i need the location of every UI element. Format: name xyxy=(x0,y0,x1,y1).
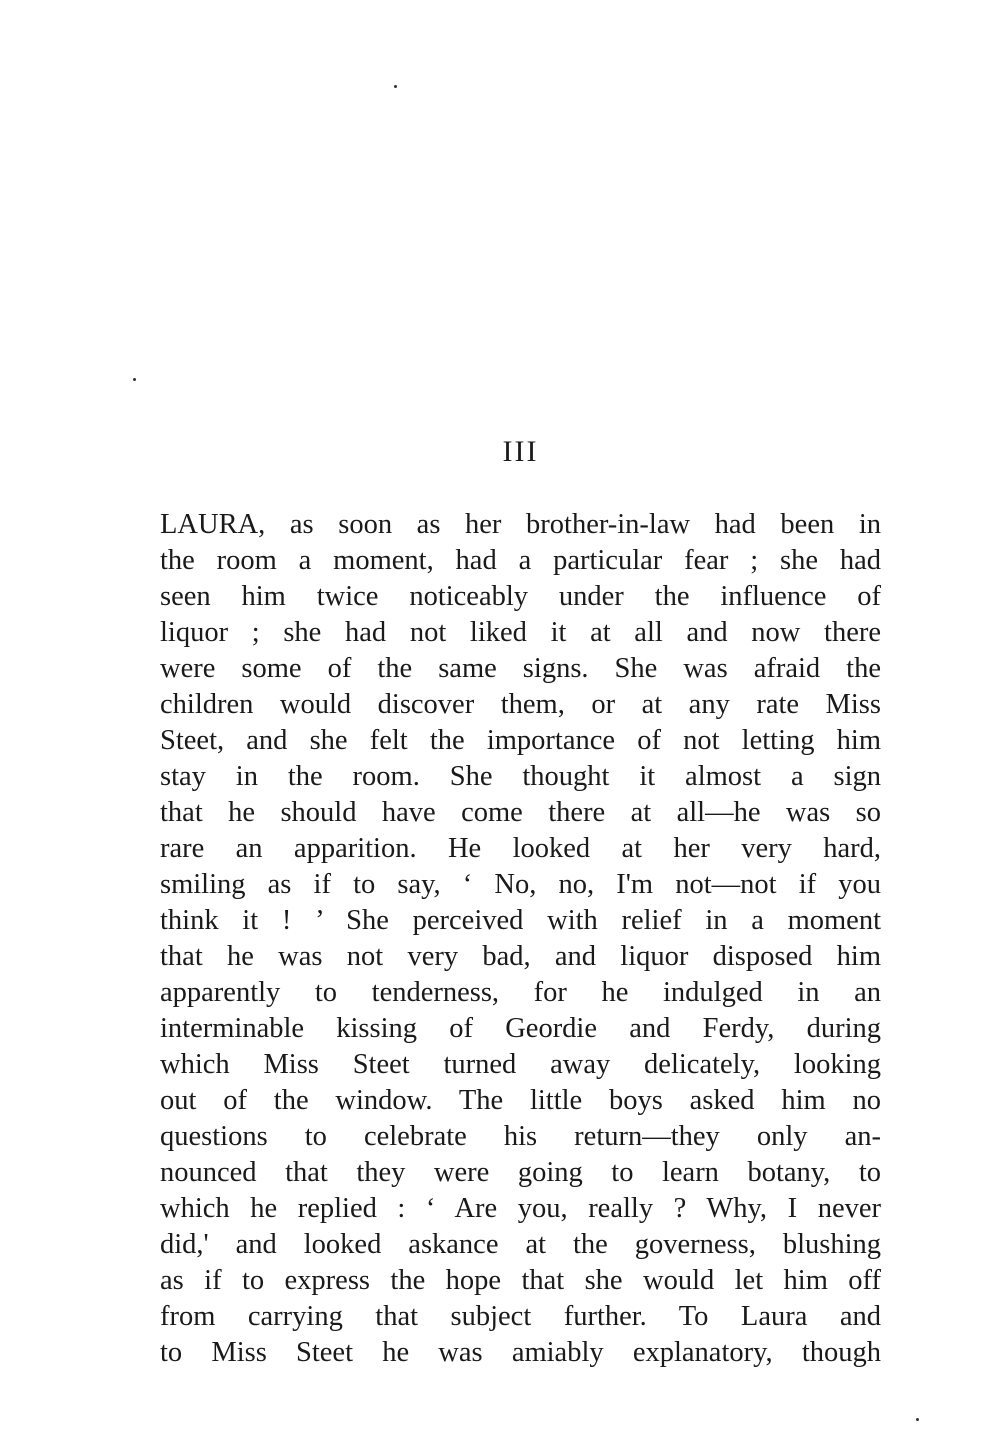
body-text xyxy=(160,507,881,1371)
text-line: the room a moment, had a particular fear ; she had xyxy=(160,545,881,576)
text-line: Steet, and she felt the importance of not letting him xyxy=(160,725,881,756)
text-line: smiling as if to say, ‘ No, no, I'm not—not if you xyxy=(160,869,881,900)
text-line: interminable kissing of Geordie and Ferdy, during xyxy=(160,1013,881,1044)
text-line: out of the window. The little boys asked him no xyxy=(160,1085,881,1116)
text-line: from carrying that subject further. To Laura and xyxy=(160,1301,881,1332)
text-line: to Miss Steet he was amiably explanatory, though xyxy=(160,1337,881,1368)
text-line: that he should have come there at all—he was so xyxy=(160,797,881,828)
text-line: which he replied : ‘ Are you, really ? Why, I never xyxy=(160,1193,881,1224)
text-line: LAURA, as soon as her brother-in-law had been in xyxy=(160,509,881,540)
text-line: stay in the room. She thought it almost a sign xyxy=(160,761,881,792)
text-line: were some of the same signs. She was afraid the xyxy=(160,653,881,684)
text-line: questions to celebrate his return—they only an- xyxy=(160,1121,881,1152)
text-line: seen him twice noticeably under the influence of xyxy=(160,581,881,612)
chapter-heading: III xyxy=(502,435,539,468)
text-line: apparently to tenderness, for he indulged in an xyxy=(160,977,881,1008)
text-line: rare an apparition. He looked at her very hard, xyxy=(160,833,881,864)
text-line: liquor ; she had not liked it at all and now there xyxy=(160,617,881,648)
text-line: nounced that they were going to learn botany, to xyxy=(160,1157,881,1188)
ink-speck xyxy=(394,85,397,88)
ink-speck xyxy=(916,1418,919,1421)
ink-speck xyxy=(133,378,136,381)
text-line: children would discover them, or at any rate Miss xyxy=(160,689,881,720)
text-line: that he was not very bad, and liquor disposed him xyxy=(160,941,881,972)
text-line: did,' and looked askance at the governess, blushing xyxy=(160,1229,881,1260)
text-line: as if to express the hope that she would let him off xyxy=(160,1265,881,1296)
text-line: which Miss Steet turned away delicately, looking xyxy=(160,1049,881,1080)
text-line: think it ! ’ She perceived with relief in a moment xyxy=(160,905,881,936)
